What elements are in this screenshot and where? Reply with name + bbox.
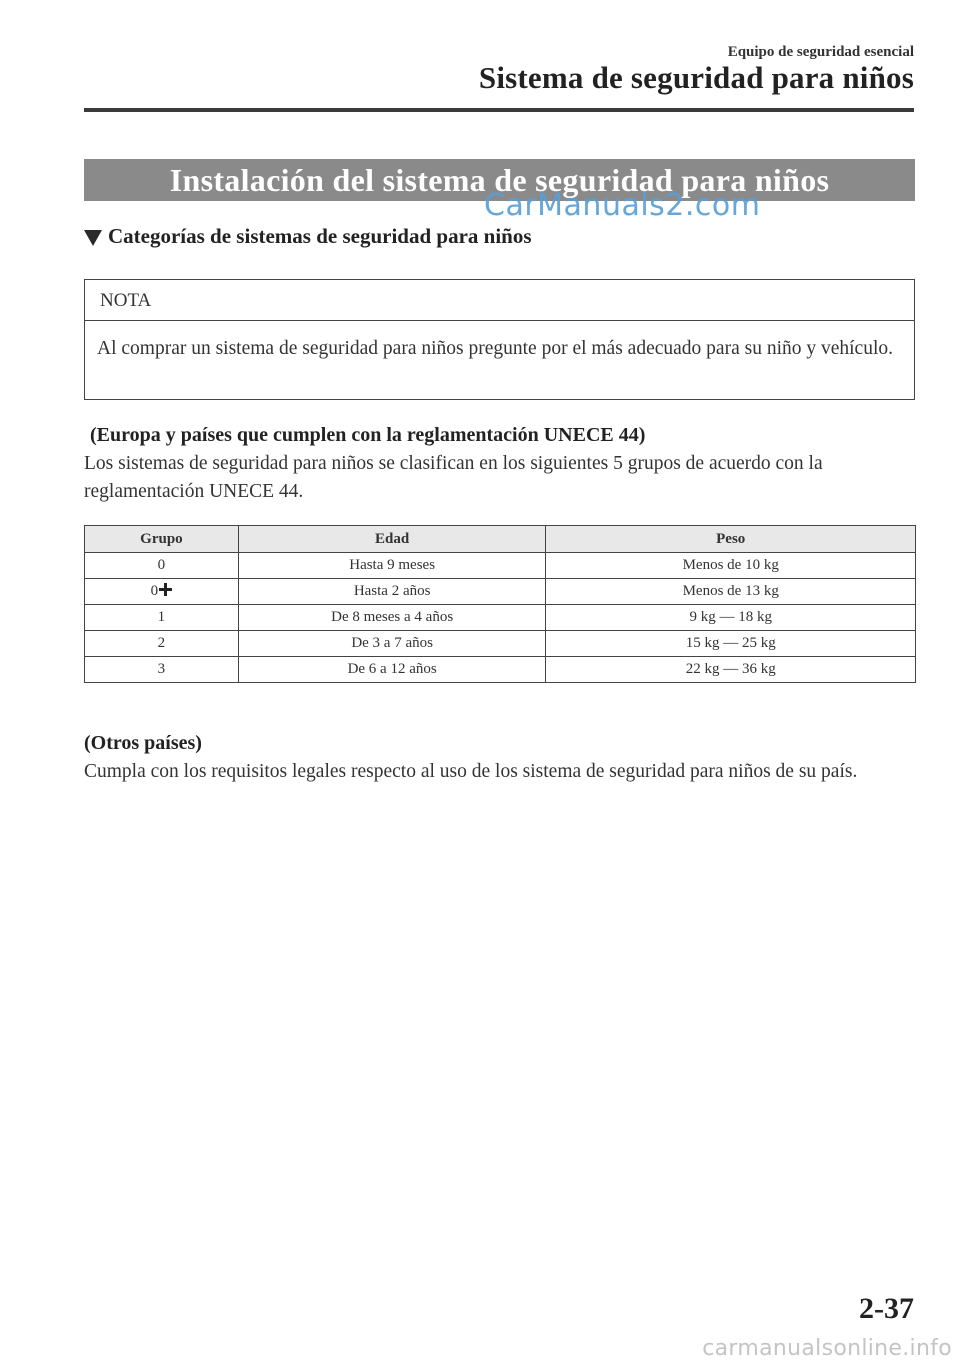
others-heading: (Otros países) xyxy=(84,732,202,754)
cell-peso: Menos de 10 kg xyxy=(546,553,916,579)
table-row xyxy=(85,605,916,631)
note-body: Al comprar un sistema de seguridad para niños pregunte por el más adecuado para su niño y vehículo. xyxy=(97,338,894,359)
header-edad: Edad xyxy=(238,526,546,553)
note-divider xyxy=(85,320,914,321)
page-number: 2-37 xyxy=(859,1292,914,1325)
europe-heading: (Europa y países que cumplen con la reglamentación UNECE 44) xyxy=(90,424,646,446)
cell-edad: Hasta 9 meses xyxy=(238,553,546,579)
note-title: NOTA xyxy=(100,290,152,311)
section-label: Equipo de seguridad esencial xyxy=(727,44,914,60)
table-row xyxy=(85,631,916,657)
section-banner: Instalación del sistema de seguridad para niños xyxy=(84,159,915,201)
chapter-title: Sistema de seguridad para niños xyxy=(478,60,914,95)
cell-edad: De 6 a 12 años xyxy=(238,657,546,683)
plus-icon xyxy=(159,583,172,596)
table-row xyxy=(85,553,916,579)
header-divider xyxy=(84,108,914,112)
triangle-bullet-icon xyxy=(84,230,102,246)
cell-peso: 9 kg — 18 kg xyxy=(546,605,916,631)
groups-table xyxy=(84,525,916,683)
cell-grupo: 3 xyxy=(85,657,239,683)
cell-grupo-value: 0 xyxy=(150,583,159,599)
subheading xyxy=(84,224,532,249)
cell-edad: De 3 a 7 años xyxy=(238,631,546,657)
europe-paragraph: Los sistemas de seguridad para niños se clasifican en los siguientes 5 grupos de acuerdo con la reglamentación UNECE 44. xyxy=(84,453,823,502)
note-box xyxy=(84,279,915,400)
header-peso: Peso xyxy=(546,526,916,553)
cell-peso: 22 kg — 36 kg xyxy=(546,657,916,683)
cell-grupo: 0 xyxy=(85,553,239,579)
subheading-text: Categorías de sistemas de seguridad para niños xyxy=(108,224,532,248)
watermark-logo: CarManuals2.com xyxy=(484,188,761,223)
table-row xyxy=(85,579,916,605)
cell-edad: De 8 meses a 4 años xyxy=(238,605,546,631)
cell-grupo: 2 xyxy=(85,631,239,657)
footer-watermark: carmanualsonline.info xyxy=(702,1336,952,1361)
cell-peso: Menos de 13 kg xyxy=(546,579,916,605)
table-header-row xyxy=(85,526,916,553)
cell-grupo xyxy=(85,579,239,605)
header-grupo: Grupo xyxy=(85,526,239,553)
table-row xyxy=(85,657,916,683)
others-paragraph: Cumpla con los requisitos legales respecto al uso de los sistema de seguridad para niños de su país. xyxy=(84,761,858,782)
cell-grupo: 1 xyxy=(85,605,239,631)
cell-edad: Hasta 2 años xyxy=(238,579,546,605)
cell-peso: 15 kg — 25 kg xyxy=(546,631,916,657)
